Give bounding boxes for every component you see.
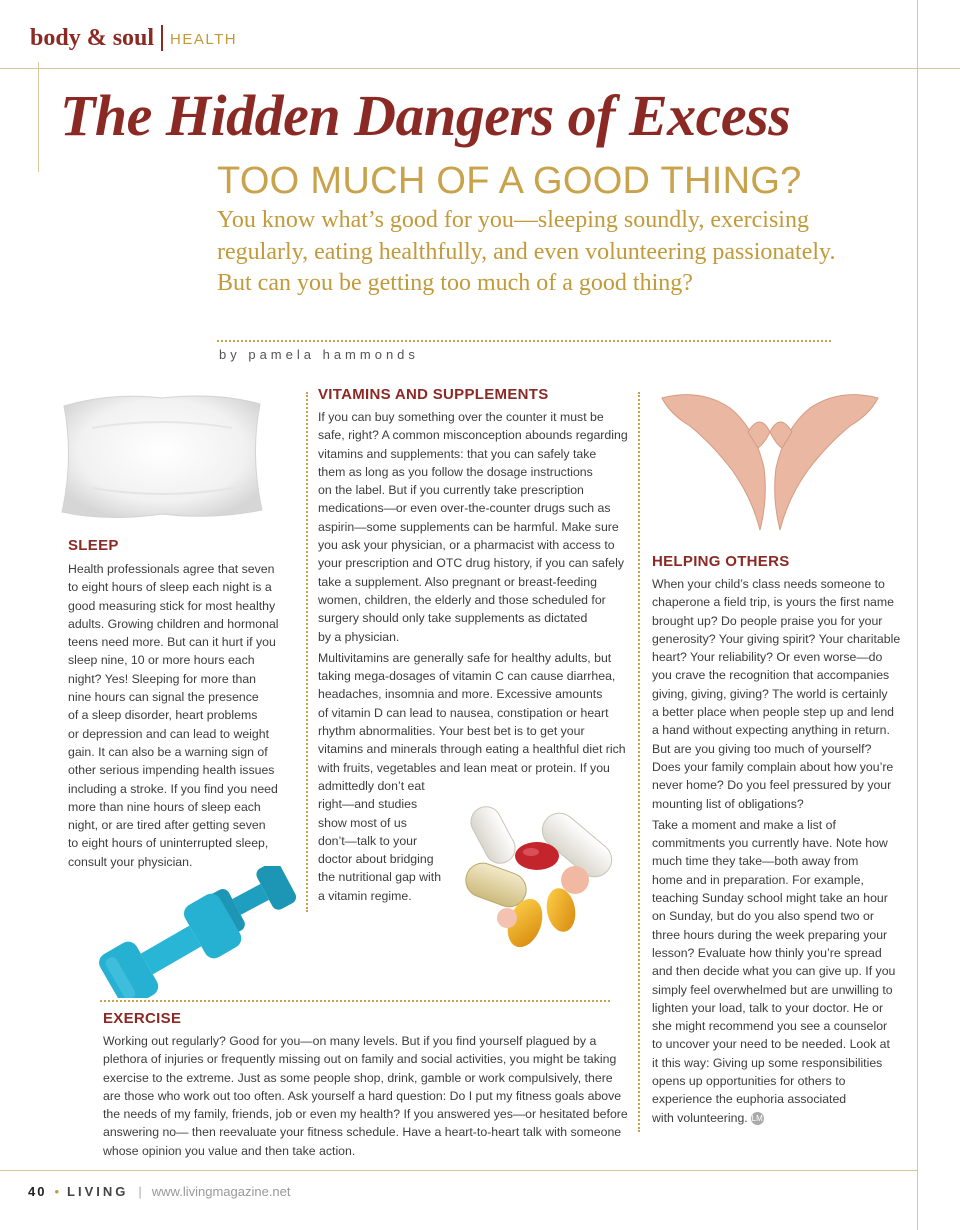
exercise-line: the needs of my family, friends, job or even my health? If you answered yes—or hesitated before	[103, 1107, 628, 1122]
helping-line-last	[652, 1109, 914, 1127]
footer-divider: |	[138, 1184, 142, 1199]
exercise-body	[103, 1032, 633, 1160]
vitamins-line: vitamins and minerals through eating a healthful diet rich	[318, 742, 626, 757]
vitamins-line: rhythm abnormalities. Your best bet is to get your	[318, 724, 585, 739]
sleep-line: good measuring stick for most healthy	[68, 598, 276, 613]
sleep-line: sleep nine, 10 or more hours each	[68, 653, 255, 668]
helping-line: a better place when people step up and lend	[652, 705, 895, 720]
exercise-line: whose opinion you value and then take action.	[103, 1143, 356, 1158]
helping-heading: HELPING OTHERS	[652, 553, 790, 570]
sleep-line: teens need more. But can it hurt if you	[68, 635, 276, 650]
exercise-line: Working out regularly? Good for you—on many levels. But if you find yourself plagued by a	[103, 1034, 597, 1048]
helping-line: commitments you currently have. Note how	[652, 836, 888, 851]
vitamins-line: the nutritional gap with	[318, 870, 442, 885]
page-number: 40	[28, 1184, 47, 1199]
section-label: HEALTH	[170, 31, 238, 48]
vitamins-line: If you can buy something over the counter it must be	[318, 410, 604, 424]
helping-line: But are you giving too much of yourself?	[652, 741, 872, 756]
vitamins-line: headaches, insomnia and more. Excessive amounts	[318, 687, 603, 702]
left-rule	[38, 62, 39, 172]
article-dek: You know what’s good for you—sleeping soundly, exercising regularly, eating healthfully, and even volunteering passionately. But can you be getting too much of a good thing?	[217, 207, 836, 296]
exercise-line: exercise to the extreme. Just as some people shop, drink, gamble or work compulsively, there	[103, 1070, 613, 1085]
dumbbells-image	[98, 866, 308, 998]
vitamins-line: right—and studies	[318, 797, 418, 812]
helping-line: on Sunday, but do you also spend two or	[652, 909, 874, 924]
article-title: The Hidden Dangers of Excess	[60, 83, 791, 148]
website-link[interactable]: www.livingmagazine.net	[151, 1184, 291, 1199]
brand-label: body & soul	[30, 24, 155, 51]
sleep-line: adults. Growing children and hormonal	[68, 616, 279, 631]
helping-line: Take a moment and make a list of	[652, 817, 836, 832]
end-mark-icon: LM	[751, 1113, 763, 1123]
helping-line: generosity? Your giving spirit? Your charitable	[652, 631, 901, 646]
sleep-line: to eight hours of sleep each night is a	[68, 580, 272, 595]
vitamins-line: your prescription and OTC drug history, if you can safely	[318, 556, 624, 571]
sleep-line: including a stroke. If you find you need	[68, 781, 278, 796]
helping-line: teaching Sunday school might take an hour	[652, 891, 888, 906]
vitamins-line: vitamins and supplements: that you can safely take	[318, 446, 597, 461]
helping-line: Does your family complain about how you’re	[652, 759, 894, 774]
sleep-body	[68, 560, 304, 871]
exercise-line: answering no— then reevaluate your fitness schedule. Have a heart-to-heart talk with someone	[103, 1125, 622, 1140]
vitamins-line: surgery should only take supplements as dictated	[318, 611, 588, 626]
sleep-line: consult your physician.	[68, 854, 193, 869]
column-divider-left	[306, 392, 308, 912]
sleep-heading: SLEEP	[68, 537, 119, 554]
sleep-line: more than nine hours of sleep each	[68, 799, 261, 814]
page-footer	[28, 1184, 291, 1199]
byline: by pamela hammonds	[219, 347, 419, 362]
helping-line: much time they take—both away from	[652, 854, 859, 869]
helping-line: brought up? Do people praise you for your	[652, 613, 883, 628]
helping-line: opens up opportunities for others to	[652, 1074, 846, 1089]
vitamins-line: taking mega-dosages of vitamin C can cause diarrhea,	[318, 669, 616, 684]
section-header	[30, 22, 237, 54]
sleep-line: to eight hours of uninterrupted sleep,	[68, 836, 269, 851]
vitamins-line: a vitamin regime.	[318, 888, 412, 903]
top-rule	[0, 68, 960, 69]
article-subtitle: TOO MUCH OF A GOOD THING?	[217, 160, 802, 202]
sleep-line: night, or are tired after getting seven	[68, 818, 266, 833]
helping-line: chaperone a field trip, is yours the first name	[652, 595, 894, 610]
vitamins-line: with fruits, vegetables and lean meat or protein. If you	[318, 760, 610, 775]
magazine-name: LIVING	[67, 1184, 129, 1199]
helping-line: lesson? Evaluate how thinly you’re spread	[652, 945, 882, 960]
vitamins-line: of vitamin D can lead to nausea, constipation or heart	[318, 705, 609, 720]
vitamins-line: medications—or even over-the-counter drugs such as	[318, 501, 611, 516]
helping-line: with volunteering.	[652, 1110, 748, 1125]
helping-line: never home? Do you feel pressured by your	[652, 778, 892, 793]
bottom-rule	[0, 1170, 918, 1171]
sleep-line: gain. It can also be a warning sign of	[68, 744, 268, 759]
helping-line: giving, giving, giving? The world is certainly	[652, 686, 888, 701]
helping-line: she might recommend you see a counselor	[652, 1019, 888, 1034]
helping-line: and then decide what you can give up. If you	[652, 964, 896, 979]
vitamins-line: them as long as you follow the dosage instructions	[318, 464, 593, 479]
vitamins-line: show most of us	[318, 815, 407, 830]
helping-line: experience the euphoria associated	[652, 1092, 847, 1107]
bullet-icon: •	[54, 1184, 60, 1199]
vitamins-line: admittedly don’t eat	[318, 778, 425, 793]
helping-line: three hours during the week preparing your	[652, 927, 888, 942]
helping-line: home and in preparation. For example,	[652, 872, 864, 887]
helping-line: heart? Your reliability? Or even worse—do	[652, 650, 883, 665]
helping-line: mounting list of obligations?	[652, 796, 804, 811]
vitamins-line: by a physician.	[318, 629, 400, 644]
right-rule	[917, 0, 918, 1230]
helping-line: lighten your load, talk to your doctor. He or	[652, 1000, 884, 1015]
vitamins-line: safe, right? A common misconception abounds regarding	[318, 428, 628, 443]
vitamins-line: aspirin—some supplements can be harmful. Make sure	[318, 519, 619, 534]
sleep-line: night? Yes! Sleeping for more than	[68, 671, 257, 686]
vitamins-line: you ask your physician, or a pharmacist with access to	[318, 538, 615, 553]
column-divider-right	[638, 392, 640, 1132]
vitamins-line: women, children, the elderly and those scheduled for	[318, 592, 606, 607]
header-divider	[161, 25, 163, 51]
helping-line: you crave the recognition that accompanies	[652, 668, 890, 683]
helping-line: When your child’s class needs someone to	[652, 577, 885, 591]
sleep-line: of a sleep disorder, heart problems	[68, 708, 258, 723]
vitamins-line: doctor about bridging	[318, 852, 434, 867]
sleep-line: other serious impending health issues	[68, 763, 275, 778]
exercise-divider	[100, 1000, 610, 1002]
heart-hands-image	[660, 388, 880, 538]
byline-divider	[217, 340, 831, 342]
pillow-image	[52, 388, 272, 526]
sleep-line: nine hours can signal the presence	[68, 690, 259, 705]
vitamins-line: don’t—talk to your	[318, 833, 418, 848]
sleep-line: or depression and can lead to weight	[68, 726, 269, 741]
vitamins-heading: VITAMINS AND SUPPLEMENTS	[318, 386, 549, 403]
exercise-heading: EXERCISE	[103, 1010, 182, 1027]
helping-line: a hand without expecting anything in return.	[652, 723, 890, 738]
vitamins-line: Multivitamins are generally safe for healthy adults, but	[318, 650, 612, 665]
vitamins-line: on the label. But if you currently take prescription	[318, 483, 584, 498]
helping-line: it this way: Giving up some responsibilities	[652, 1055, 883, 1070]
helping-line: simply feel overwhelmed but are unwilling to	[652, 982, 893, 997]
exercise-line: plethora of injuries or frequently missing out on family and social activities, you might be taking	[103, 1052, 617, 1067]
sleep-line: Health professionals agree that seven	[68, 562, 275, 576]
helping-body	[652, 575, 914, 1127]
pills-image	[455, 798, 625, 963]
exercise-line: are those who work out too often. Ask yourself a hard question: Do I put my fitness goals above	[103, 1088, 622, 1103]
helping-line: to uncover your need to be needed. Look at	[652, 1037, 890, 1052]
vitamins-line: take a supplement. Also pregnant or breast-feeding	[318, 574, 597, 589]
